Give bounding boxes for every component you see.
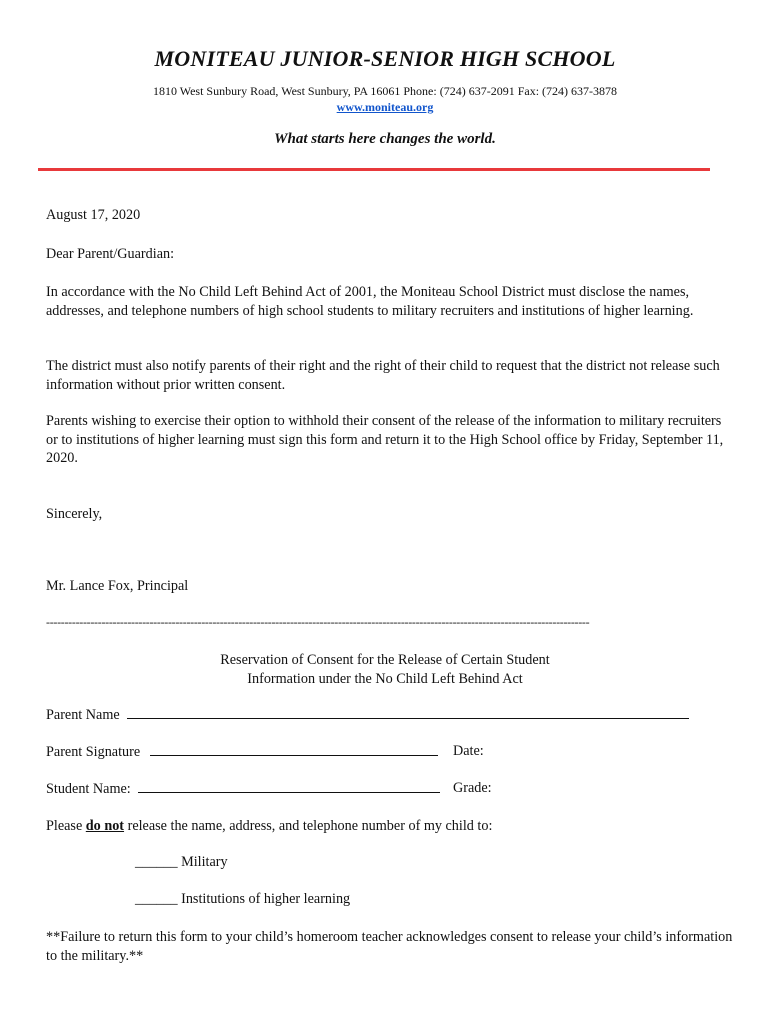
salutation: Dear Parent/Guardian: [46, 246, 175, 262]
consent-footnote: **Failure to return this form to your child’s homeroom teacher acknowledges consent to release your child’s information to the military.** [46, 929, 733, 964]
grade-row [453, 780, 496, 797]
header-divider [38, 168, 710, 171]
form-title [0, 651, 770, 689]
form-title-line2: Information under the No Child Left Behind Act [247, 671, 523, 687]
school-address: 1810 West Sunbury Road, West Sunbury, PA 16061 Phone: (724) 637-2091 Fax: (724) 637-3878 [152, 84, 618, 98]
school-motto: What starts here changes the world. [274, 131, 496, 147]
date-row [453, 743, 488, 760]
parent-name-row [46, 706, 689, 724]
grade-label: Grade: [453, 780, 492, 796]
letter-date: August 17, 2020 [46, 207, 141, 223]
closing: Sincerely, [46, 506, 103, 522]
date-label: Date: [453, 743, 484, 759]
paragraph-disclosure: In accordance with the No Child Left Behind Act of 2001, the Moniteau School District must disclose the names, addresses, and telephone numbers of high school students to military recruiters and institutions of higher learning. [46, 284, 694, 319]
paragraph-withhold-consent: Parents wishing to exercise their option to withhold their consent of the release of the information to military recruiters or to institutions of higher learning must sign this form and return it to the High School office by Friday, September 11, 2020. [46, 413, 724, 466]
option-military[interactable] [135, 854, 228, 871]
parent-name-field[interactable] [127, 706, 689, 719]
website-link[interactable]: www.moniteau.org [336, 100, 434, 114]
option-higher-learning[interactable] [135, 891, 350, 908]
release-instruction [46, 817, 736, 836]
instruction-suffix: release the name, address, and telephone number of my child to: [127, 818, 493, 834]
cut-line: --------------------------------------------------------------------------------------------------------------------------------------------------- [46, 615, 590, 629]
option-higher-label: Institutions of higher learning [181, 891, 351, 907]
student-name-label: Student Name: [46, 781, 131, 797]
option-higher-blank[interactable]: ______ [135, 891, 178, 907]
student-name-row [46, 780, 440, 798]
parent-name-label: Parent Name [46, 707, 120, 723]
website-line [0, 100, 770, 115]
signer-name: Mr. Lance Fox, Principal [46, 578, 189, 594]
option-military-label: Military [181, 854, 228, 870]
parent-signature-field[interactable] [150, 743, 438, 756]
instruction-prefix: Please [46, 818, 83, 834]
student-name-field[interactable] [138, 780, 440, 793]
option-military-blank[interactable]: ______ [135, 854, 178, 870]
instruction-emphasis: do not [85, 818, 125, 834]
form-title-line1: Reservation of Consent for the Release of Certain Student [220, 652, 550, 668]
school-name: MONITEAU JUNIOR-SENIOR HIGH SCHOOL [154, 46, 616, 71]
parent-signature-label: Parent Signature [46, 744, 141, 760]
parent-signature-row [46, 743, 438, 761]
paragraph-notification: The district must also notify parents of their right and the right of their child to request that the district not release such information without prior written consent. [46, 358, 720, 393]
